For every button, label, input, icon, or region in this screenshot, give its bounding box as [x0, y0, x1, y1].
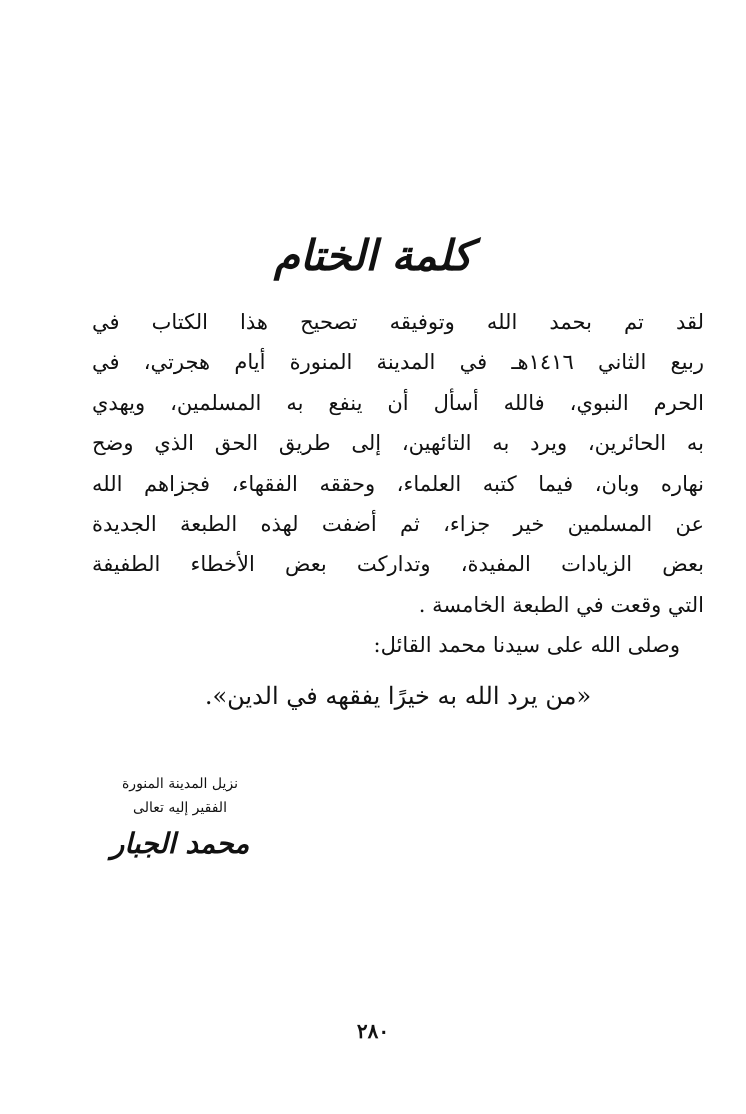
paragraph-line: الحرم النبوي، فالله أسأل أن ينفع به المسلمين، ويهدي: [92, 390, 704, 415]
page-number: ٢٨٠: [356, 1019, 390, 1043]
paragraph-line: التي وقعت في الطبعة الخامسة .: [418, 592, 704, 617]
hadith-quote: «من يرد الله به خيرًا يفقهه في الدين».: [204, 681, 592, 710]
closing-paragraph: [92, 302, 704, 716]
signature-humble-title: الفقير إليه تعالى: [133, 800, 227, 816]
paragraph-line: عن المسلمين خير جزاء، ثم أضفت لهذه الطبعة الجديدة: [92, 511, 704, 536]
signature-block: [80, 772, 280, 868]
paragraph-line: ربيع الثاني ١٤١٦هـ في المدينة المنورة أيام هجرتي، في: [92, 350, 704, 375]
signature-residence: نزيل المدينة المنورة: [121, 776, 239, 792]
prayer-line: وصلى الله على سيدنا محمد القائل:: [373, 633, 680, 658]
paragraph-line: به الحائرين، ويرد به التائهين، إلى طريق الحق الذي وضح: [92, 431, 704, 456]
paragraph-line: لقد تم بحمد الله وتوفيقه تصحيح هذا الكتاب في: [92, 310, 704, 334]
paragraph-line: بعض الزيادات المفيدة، وتداركت بعض الأخطاء الطفيفة: [92, 552, 704, 577]
page-title: كلمة الختام: [273, 231, 473, 280]
paragraph-line: نهاره وبان، فيما كتبه العلماء، وحققه الفقهاء، فجزاهم الله: [92, 471, 704, 496]
author-name: محمد الجبار: [110, 827, 250, 860]
